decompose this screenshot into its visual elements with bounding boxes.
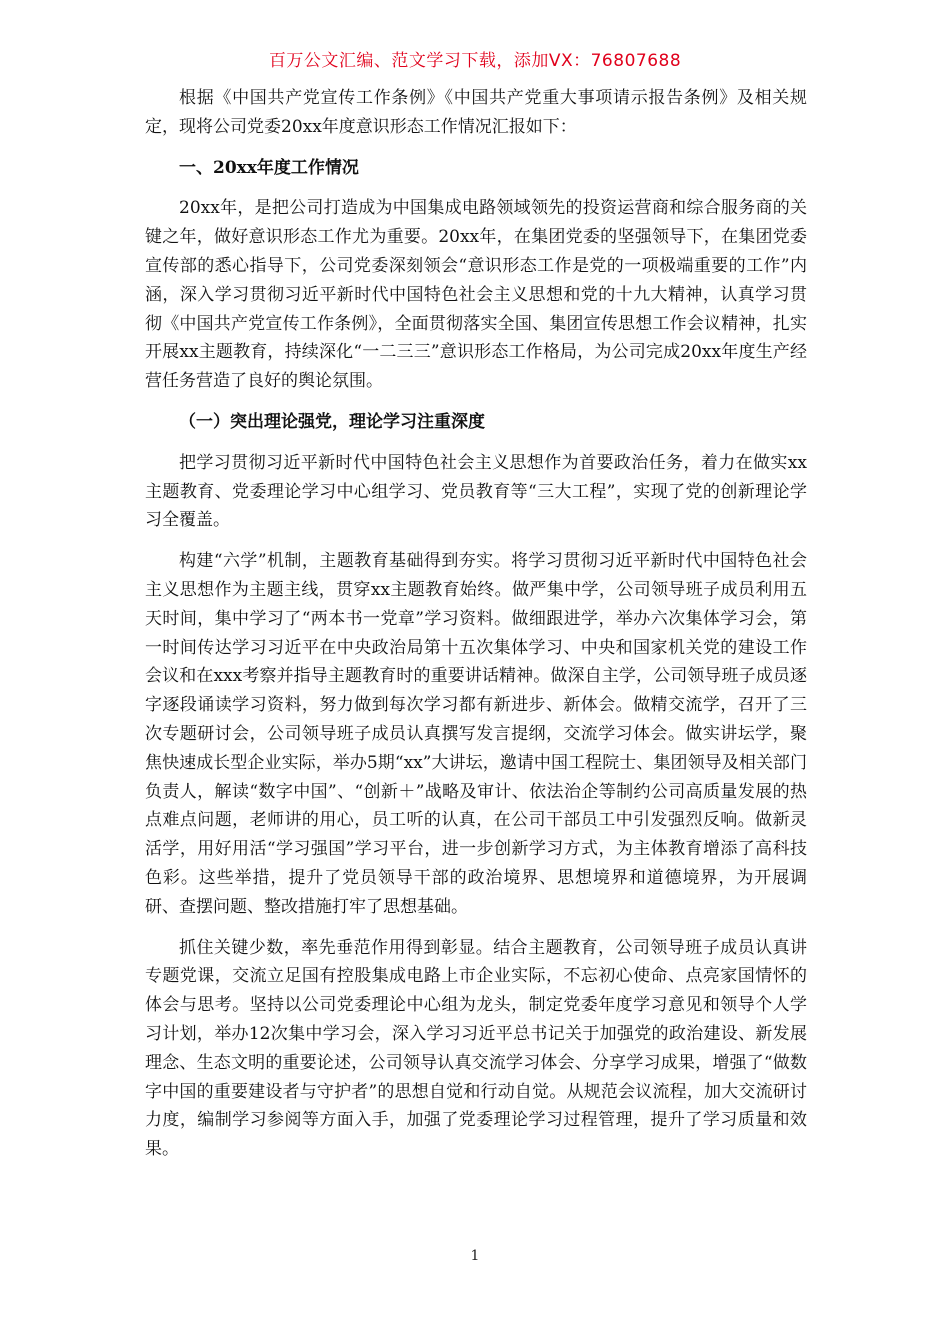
section1-paragraph: 20xx年，是把公司打造成为中国集成电路领域领先的投资运营商和综合服务商的关键之年，做好意识形态工作尤为重要。20xx年，在集团党委的坚强领导下，在集团党委宣传部的悉心指导下，公司党委深刻领会“意识形态工作是党的一项极端重要的工作”内涵，深入学习贯彻习近平新时代中国特色社会主义思想和党的十九大精神，认真学习贯彻《中国共产党宣传工作条例》，全面贯彻落实全国、集团宣传思想工作会议精神，扎实开展xx主题教育，持续深化“一二三三”意识形态工作格局，为公司完成20xx年度生产经营任务营造了良好的舆论氛围。 (145, 198, 807, 392)
document-body (145, 84, 807, 1176)
intro-paragraph: 根据《中国共产党宣传工作条例》《中国共产党重大事项请示报告条例》及相关规定，现将公司党委20xx年度意识形态工作情况汇报如下： (145, 88, 807, 137)
subsection1-paragraph-1: 把学习贯彻习近平新时代中国特色社会主义思想作为首要政治任务，着力在做实xx主题教育、党委理论学习中心组学习、党员教育等“三大工程”，实现了党的创新理论学习全覆盖。 (145, 452, 807, 531)
subsection1-paragraph-3: 抓住关键少数，率先垂范作用得到彰显。结合主题教育，公司领导班子成员认真讲专题党课，交流立足国有控股集成电路上市企业实际，不忘初心使命、点亮家国情怀的体会与思考。坚持以公司党委理论中心组为龙头，制定党委年度学习意见和领导个人学习计划，举办12次集中学习会，深入学习习近平总书记关于加强党的政治建设、新发展理念、生态文明的重要论述，公司领导认真交流学习体会、分享学习成果，增强了“做数字中国的重要建设者与守护者”的思想自觉和行动自觉。从规范会议流程，加大交流研讨力度，编制学习参阅等方面入手，加强了党委理论学习过程管理，提升了学习质量和效果。 (145, 937, 807, 1160)
section-heading-1: 一、20xx年度工作情况 (179, 157, 359, 178)
page-number: 1 (470, 1248, 480, 1264)
subsection-heading-1: （一）突出理论强党，理论学习注重深度 (179, 411, 485, 432)
subsection1-paragraph-2: 构建“六学”机制，主题教育基础得到夯实。将学习贯彻习近平新时代中国特色社会主义思想作为主题主线，贯穿xx主题教育始终。做严集中学，公司领导班子成员利用五天时间，集中学习了“两本书一党章”学习资料。做细跟进学，举办六次集体学习会，第一时间传达学习习近平在中央政治局第十五次集体学习、中央和国家机关党的建设工作会议和在xxx考察并指导主题教育时的重要讲话精神。做深自主学，公司领导班子成员逐字逐段诵读学习资料，努力做到每次学习都有新进步、新体会。做精交流学，召开了三次专题研讨会，公司领导班子成员认真撰写发言提纲，交流学习体会。做实讲坛学，聚焦快速成长型企业实际，举办5期“xx”大讲坛，邀请中国工程院士、集团领导及相关部门负责人，解读“数字中国”、“创新＋”战略及审计、依法治企等制约公司高质量发展的热点难点问题，老师讲的用心，员工听的认真，在公司干部员工中引发强烈反响。做新灵活学，用好用活“学习强国”学习平台，进一步创新学习方式，为主体教育增添了高科技色彩。这些举措，提升了党员领导干部的政治境界、思想境界和道德境界，为开展调研、查摆问题、整改措施打牢了思想基础。 (145, 551, 807, 917)
watermark-banner: 百万公文汇编、范文学习下载，添加VX：76807688 (268, 51, 682, 71)
